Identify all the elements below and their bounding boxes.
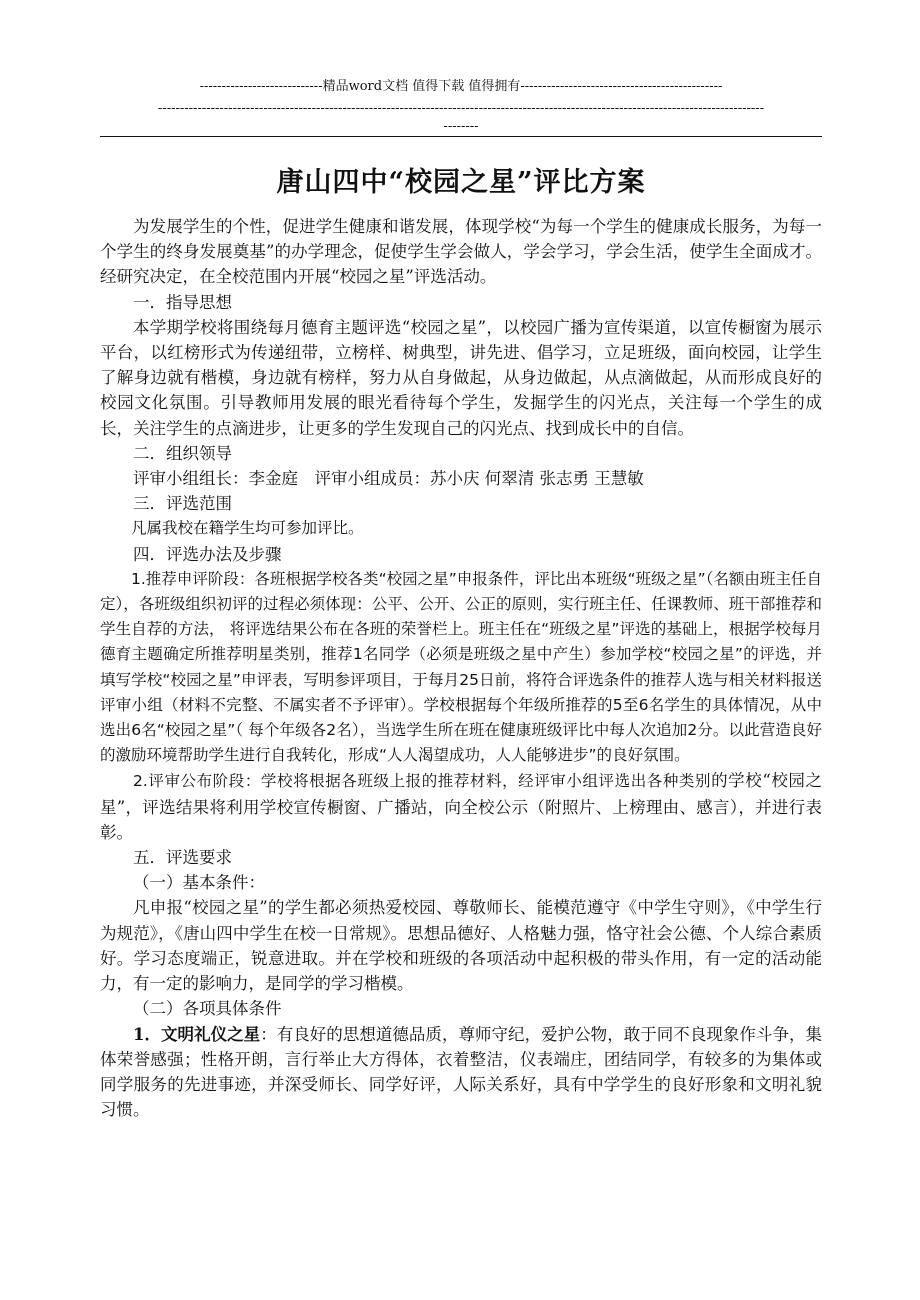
method-step-2-paragraph	[100, 768, 822, 845]
method-step-2-lead: 2.评审公布阶段：学校将根据各班级上报的推荐材料，经评审小组评选出各种类别	[133, 772, 712, 791]
method-step-2-rest: 的学校“校园之星”，评选结果将利用学校宣传橱窗、广播站，向全校公示（附照片、上榜理由、感言），并进行表彰。	[100, 771, 822, 842]
etiquette-star-paragraph	[100, 1022, 822, 1123]
scope-paragraph: 凡属我校在籍学生均可参加评比。	[131, 519, 364, 538]
etiquette-star-text: ：有良好的思想道德品质，尊师守纪，爱护公物，敢于同不良现象作斗争，集体荣誉感强；性格开朗，言行举止大方得体，衣着整洁，仪表端庄，团结同学，有较多的为集体或同学服务的先进事迹，并深受师长、同学好评，人际关系好，具有中学学生的良好形象和文明礼貌习惯。	[100, 1024, 823, 1120]
section-heading-method: 四．评选办法及步骤	[133, 544, 282, 564]
header-dash-line-2: ------------------------------------------------------------------------------------------------------------------------------------------	[157, 101, 765, 116]
guiding-paragraph: 本学期学校将围绕每月德育主题评选“校园之星”，以校园广播为宣传渠道，以宣传橱窗为展示平台，以红榜形式为传递纽带，立榜样、树典型，讲先进、倡学习，立足班级，面向校园，让学生了解身边就有楷模，身边就有榜样，努力从自身做起，从身边做起，从点滴做起，从而形成良好的校园文化氛围。引导教师用发展的眼光看待每个学生，发掘学生的闪光点，关注每一个学生的成长，关注学生的点滴进步，让更多的学生发现自己的闪光点、找到成长中的自信。	[100, 317, 822, 438]
section-heading-requirements: 五．评选要求	[133, 848, 232, 868]
header-rule	[100, 136, 822, 137]
document-body	[100, 214, 822, 1122]
intro-paragraph: 为发展学生的个性，促进学生健康和谐发展，体现学校“为每一个学生的健康成长服务，为每一个学生的终身发展奠基”的办学理念，促使学生学会做人，学会学习，学会生活，使学生全面成才。经研究决定，在全校范围内开展“校园之星”评选活动。	[100, 217, 822, 287]
section-heading-guiding: 一．指导思想	[133, 292, 232, 312]
etiquette-star-label: 1．文明礼仪之星	[133, 1024, 261, 1044]
document-title: 唐山四中“校园之星”评比方案	[276, 167, 646, 198]
basic-conditions-paragraph: 凡申报“校园之星”的学生都必须热爱校园、尊敬师长、能模范遵守《中学生守则》，《中学生行为规范》，《唐山四中学生在校一日常规》。思想品德好、人格魅力强，恪守社会公德、个人综合素质好。学习态度端正，锐意进取。并在学校和班级的各项活动中起积极的带头作用，有一定的活动能力，有一定的影响力，是同学的学习楷模。	[100, 898, 822, 994]
header-dash-line-1: ----------------------------精品word文档 值得下载 值得拥有----------------------------------------------	[199, 79, 723, 94]
method-step-1-paragraph: 1.推荐申评阶段：各班根据学校各类“校园之星”申报条件，评比出本班级“班级之星”（名额由班主任自定），各班级组织初评的过程必须体现：公平、公开、公正的原则，实行班主任、任课教师、班干部推荐和学生自荐的方法， 将评选结果公布在各班的荣誉栏上。班主任在“班级之星”评选的基础上，根据学校每月德育主题确定所推荐明星类别，推荐1名同学（必须是班级之星中产生）参加学校“校园之星”的评选，并填写学校“校园之星”申评表，写明参评项目，于每月25日前，将符合评选条件的推荐人选与相关材料报送评审小组（材料不完整、不属实者不予评审）。学校根据每个年级所推荐的5至6名学生的具体情况，从中选出6名“校园之星”（ 每个年级各2名），当选学生所在班在健康班级评比中每人次追加2分。以此营造良好的激励环境帮助学生进行自我转化，形成“人人渴望成功，人人能够进步”的良好氛围。	[100, 569, 822, 765]
subheading-basic-conditions: （一）基本条件：	[133, 873, 265, 893]
section-heading-organization: 二．组织领导	[133, 443, 232, 463]
header-dash-line-3: --------	[443, 119, 479, 134]
section-heading-scope: 三．评选范围	[133, 494, 232, 514]
organization-paragraph: 评审小组组长：李金庭 评审小组成员：苏小庆 何翠清 张志勇 王慧敏	[133, 469, 644, 489]
subheading-specific-conditions: （二）各项具体条件	[133, 999, 282, 1019]
